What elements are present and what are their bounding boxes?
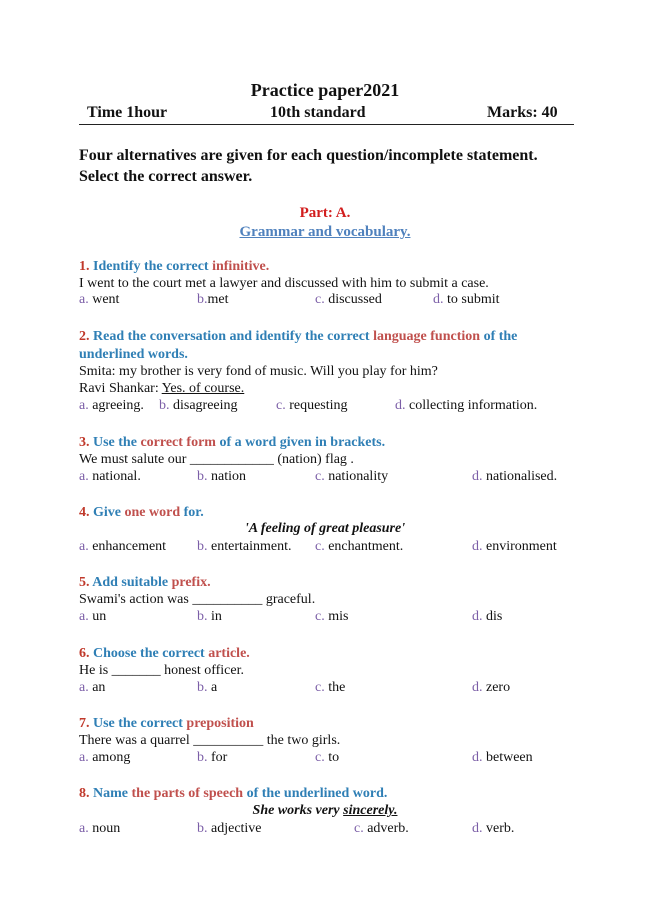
option-c[interactable]: c. the: [315, 680, 346, 695]
option-a[interactable]: a. un: [79, 609, 107, 624]
question-5-text: Swami's action was __________ graceful.: [79, 592, 316, 607]
question-8: 8. Name the parts of speech of the underlined word.: [79, 786, 388, 801]
question-6: 6. Choose the correct article.: [79, 646, 250, 661]
option-d[interactable]: d. environment: [472, 539, 557, 554]
question-7: 7. Use the correct preposition: [79, 716, 254, 731]
question-8-sentence: She works very sincerely.: [252, 803, 398, 818]
question-number: 4.: [79, 505, 90, 520]
option-a[interactable]: a. noun: [79, 821, 121, 836]
question-6-text: He is _______ honest officer.: [79, 663, 244, 678]
question-3-text: We must salute our ____________ (nation) flag .: [79, 452, 354, 467]
marks-label: Marks: 40: [487, 104, 558, 121]
option-d[interactable]: d. to submit: [433, 292, 500, 307]
option-b[interactable]: b. nation: [197, 469, 246, 484]
question-4: 4. Give one word for.: [79, 505, 204, 520]
question-number: 6.: [79, 646, 90, 661]
option-b[interactable]: b. adjective: [197, 821, 262, 836]
option-b[interactable]: b. a: [197, 680, 218, 695]
option-d[interactable]: d. between: [472, 750, 533, 765]
option-b[interactable]: b. in: [197, 609, 222, 624]
question-7-text: There was a quarrel __________ the two girls.: [79, 733, 341, 748]
question-number: 2.: [79, 329, 90, 344]
underlined-words: Yes. of course.: [161, 381, 245, 396]
option-d[interactable]: d. verb.: [472, 821, 515, 836]
underlined-word: sincerely.: [343, 803, 398, 818]
question-number: 8.: [79, 786, 90, 801]
option-c[interactable]: c. nationality: [315, 469, 389, 484]
option-c[interactable]: c. to: [315, 750, 340, 765]
option-a[interactable]: a. enhancement: [79, 539, 167, 554]
option-a[interactable]: a. went: [79, 292, 120, 307]
part-title: Part: A.: [299, 205, 351, 221]
question-3: 3. Use the correct form of a word given in brackets.: [79, 435, 386, 450]
option-d[interactable]: d. dis: [472, 609, 503, 624]
question-number: 3.: [79, 435, 90, 450]
question-number: 7.: [79, 716, 90, 731]
option-b[interactable]: b.met: [197, 292, 229, 307]
question-1: 1. Identify the correct infinitive.: [79, 259, 270, 274]
option-a[interactable]: a. national.: [79, 469, 141, 484]
question-2-reply: Ravi Shankar: Yes. of course.: [79, 381, 245, 396]
header-rule: [79, 124, 574, 125]
option-c[interactable]: c. enchantment.: [315, 539, 404, 554]
instruction: Four alternatives are given for each question/incomplete statement. Select the correct answer.: [79, 147, 538, 185]
question-4-phrase: 'A feeling of great pleasure': [244, 521, 406, 536]
question-1-text: I went to the court met a lawyer and discussed with him to submit a case.: [79, 276, 489, 291]
question-2: 2. Read the conversation and identify the correct language function of the underlined words.: [79, 329, 518, 362]
question-5: 5. Add suitable prefix.: [79, 575, 211, 590]
option-c[interactable]: c. adverb.: [354, 821, 409, 836]
question-number: 5.: [79, 575, 90, 590]
option-b[interactable]: b. disagreeing: [159, 398, 238, 413]
option-a[interactable]: a. among: [79, 750, 131, 765]
option-a[interactable]: a. agreeing.: [79, 398, 144, 413]
option-d[interactable]: d. collecting information.: [395, 398, 538, 413]
option-c[interactable]: c. requesting: [276, 398, 348, 413]
option-c[interactable]: c. discussed: [315, 292, 382, 307]
option-c[interactable]: c. mis: [315, 609, 349, 624]
paper-title: Practice paper2021: [250, 80, 400, 100]
option-d[interactable]: d. zero: [472, 680, 511, 695]
option-a[interactable]: a. an: [79, 680, 106, 695]
option-b[interactable]: b. for: [197, 750, 228, 765]
part-subtitle: Grammar and vocabulary.: [239, 224, 411, 240]
option-d[interactable]: d. nationalised.: [472, 469, 558, 484]
standard-label: 10th standard: [270, 104, 366, 121]
question-2-text: Smita: my brother is very fond of music. Will you play for him?: [79, 364, 438, 379]
question-number: 1.: [79, 259, 90, 274]
time-label: Time 1hour: [87, 104, 168, 121]
option-b[interactable]: b. entertainment.: [197, 539, 292, 554]
